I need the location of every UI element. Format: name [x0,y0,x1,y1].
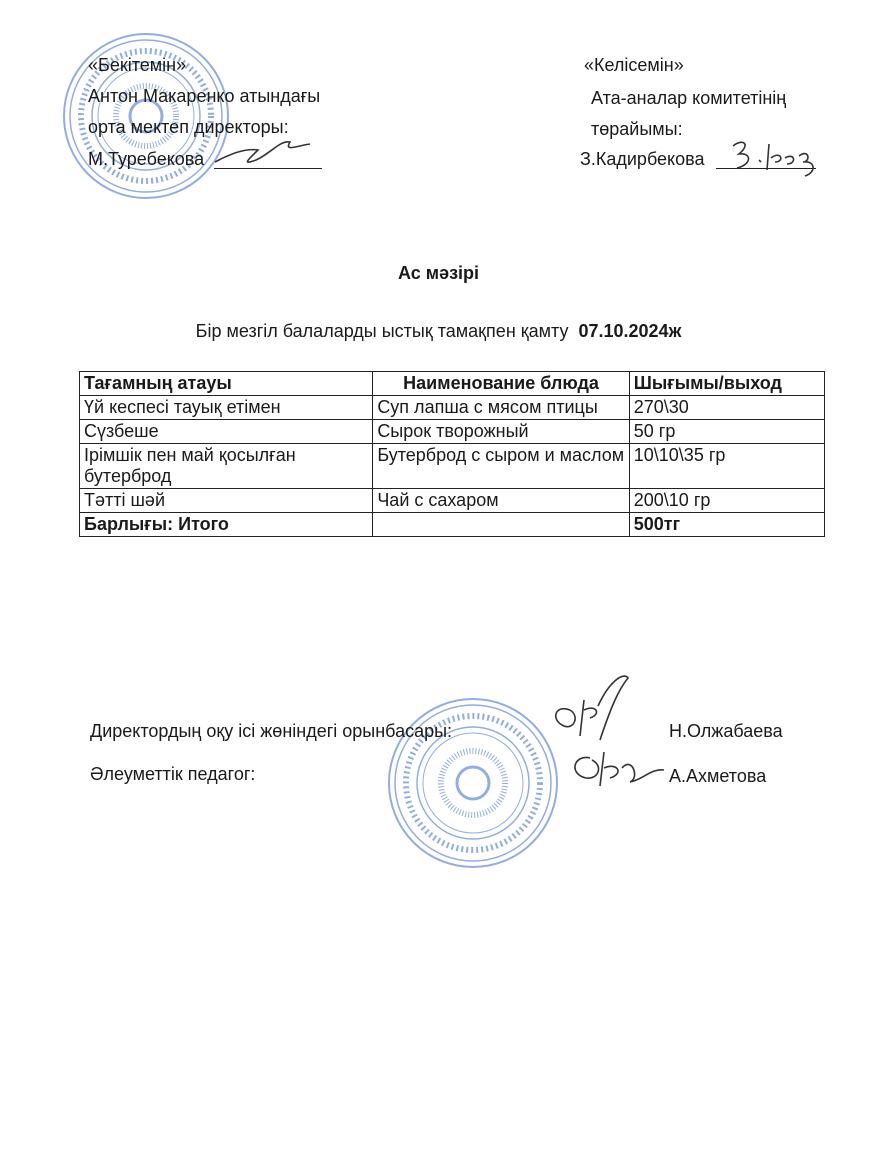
cell-output: 50 гр [629,420,824,444]
social-role: Әлеуметтік педагог: [90,764,256,784]
table-row [80,444,825,489]
social-name: А.Ахметова [669,766,767,786]
header-output: Шығымы/выход [629,372,824,396]
deputy-role: Директордың оқу ісі жөніндегі орынбасары: [90,721,453,741]
header-kazakh-name: Тағамның атауы [80,372,373,396]
menu-table [79,371,825,537]
approve-line1: Антон Макаренко атындағы [88,86,321,106]
approve-heading: «Бекітемін» [88,55,187,75]
header-russian-name: Наименование блюда [373,372,629,396]
total-value: 500тг [629,513,824,537]
document-title: Ас мәзірі [397,263,480,283]
agree-line1: Ата-аналар комитетінің [591,88,787,108]
cell-kazakh: Ірімшік пен май қосылған бутерброд [80,444,373,489]
subtitle-text: Бір мезгіл балаларды ыстық тамақпен қамту [195,321,569,341]
cell-russian: Сырок творожный [373,420,629,444]
social-signature [560,738,670,798]
cell-russian: Чай с сахаром [373,489,629,513]
subtitle-date: 07.10.2024ж [578,321,682,341]
cell-output: 270\30 [629,396,824,420]
deputy-name: Н.Олжабаева [669,721,783,741]
table-row [80,489,825,513]
cell-kazakh: Сүзбеше [80,420,373,444]
approve-line2: орта мектеп директоры: [88,117,289,137]
agree-line2: төрайымы: [591,119,683,139]
committee-signature [725,132,835,180]
table-total-row [80,513,825,537]
cell-output: 200\10 гр [629,489,824,513]
total-label: Барлығы: Итого [80,513,373,537]
agree-name: З.Кадирбекова [580,149,705,169]
cell-russian: Бутерброд с сыром и маслом [373,444,629,489]
cell-output: 10\10\35 гр [629,444,824,489]
table-header-row [80,372,825,396]
director-signature [210,132,320,172]
cell-russian: Суп лапша с мясом птицы [373,396,629,420]
table-row [80,396,825,420]
approve-name: М.Туребекова [88,149,205,169]
cell-kazakh: Үй кеспесі тауық етімен [80,396,373,420]
agree-heading: «Келісемін» [584,55,684,75]
cell-kazakh: Тәтті шәй [80,489,373,513]
total-empty [373,513,629,537]
document-subtitle [0,320,877,342]
table-row [80,420,825,444]
